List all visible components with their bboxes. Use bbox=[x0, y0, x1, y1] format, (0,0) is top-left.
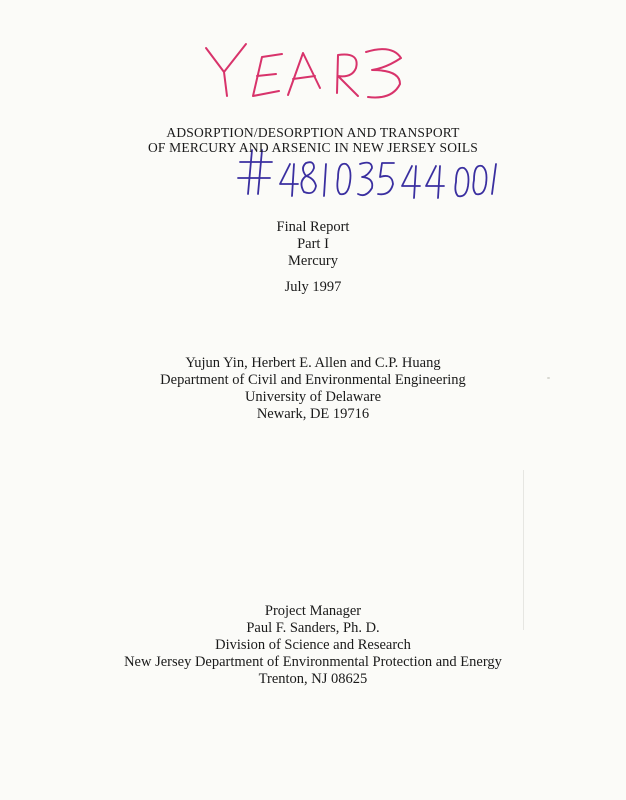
report-type: Final Report bbox=[276, 219, 350, 235]
report-part: Part I bbox=[297, 236, 329, 252]
author-university: University of Delaware bbox=[244, 389, 382, 405]
author-address: Newark, DE 19716 bbox=[256, 406, 370, 422]
project-manager-name: Paul F. Sanders, Ph. D. bbox=[246, 620, 380, 636]
handwritten-id-number bbox=[238, 150, 496, 198]
scan-artifact-line bbox=[523, 470, 524, 630]
authors-block bbox=[0, 355, 626, 423]
handwritten-year-note bbox=[206, 44, 401, 97]
scan-artifact-dot bbox=[547, 377, 550, 379]
report-info bbox=[0, 219, 626, 270]
report-title bbox=[0, 125, 626, 155]
title-line-1: ADSORPTION/DESORPTION AND TRANSPORT bbox=[166, 125, 460, 140]
author-department: Department of Civil and Environmental Engineering bbox=[160, 372, 466, 388]
report-date: July 1997 bbox=[284, 279, 342, 295]
author-names: Yujun Yin, Herbert E. Allen and C.P. Huang bbox=[185, 355, 441, 371]
report-subject: Mercury bbox=[288, 253, 338, 269]
project-manager-block bbox=[0, 603, 626, 688]
project-division: Division of Science and Research bbox=[215, 637, 411, 653]
report-date-block bbox=[0, 279, 626, 296]
project-address: Trenton, NJ 08625 bbox=[258, 671, 368, 687]
project-role: Project Manager bbox=[264, 603, 362, 619]
project-agency: New Jersey Department of Environmental Protection and Energy bbox=[124, 654, 502, 670]
title-line-2: OF MERCURY AND ARSENIC IN NEW JERSEY SOILS bbox=[147, 140, 479, 155]
